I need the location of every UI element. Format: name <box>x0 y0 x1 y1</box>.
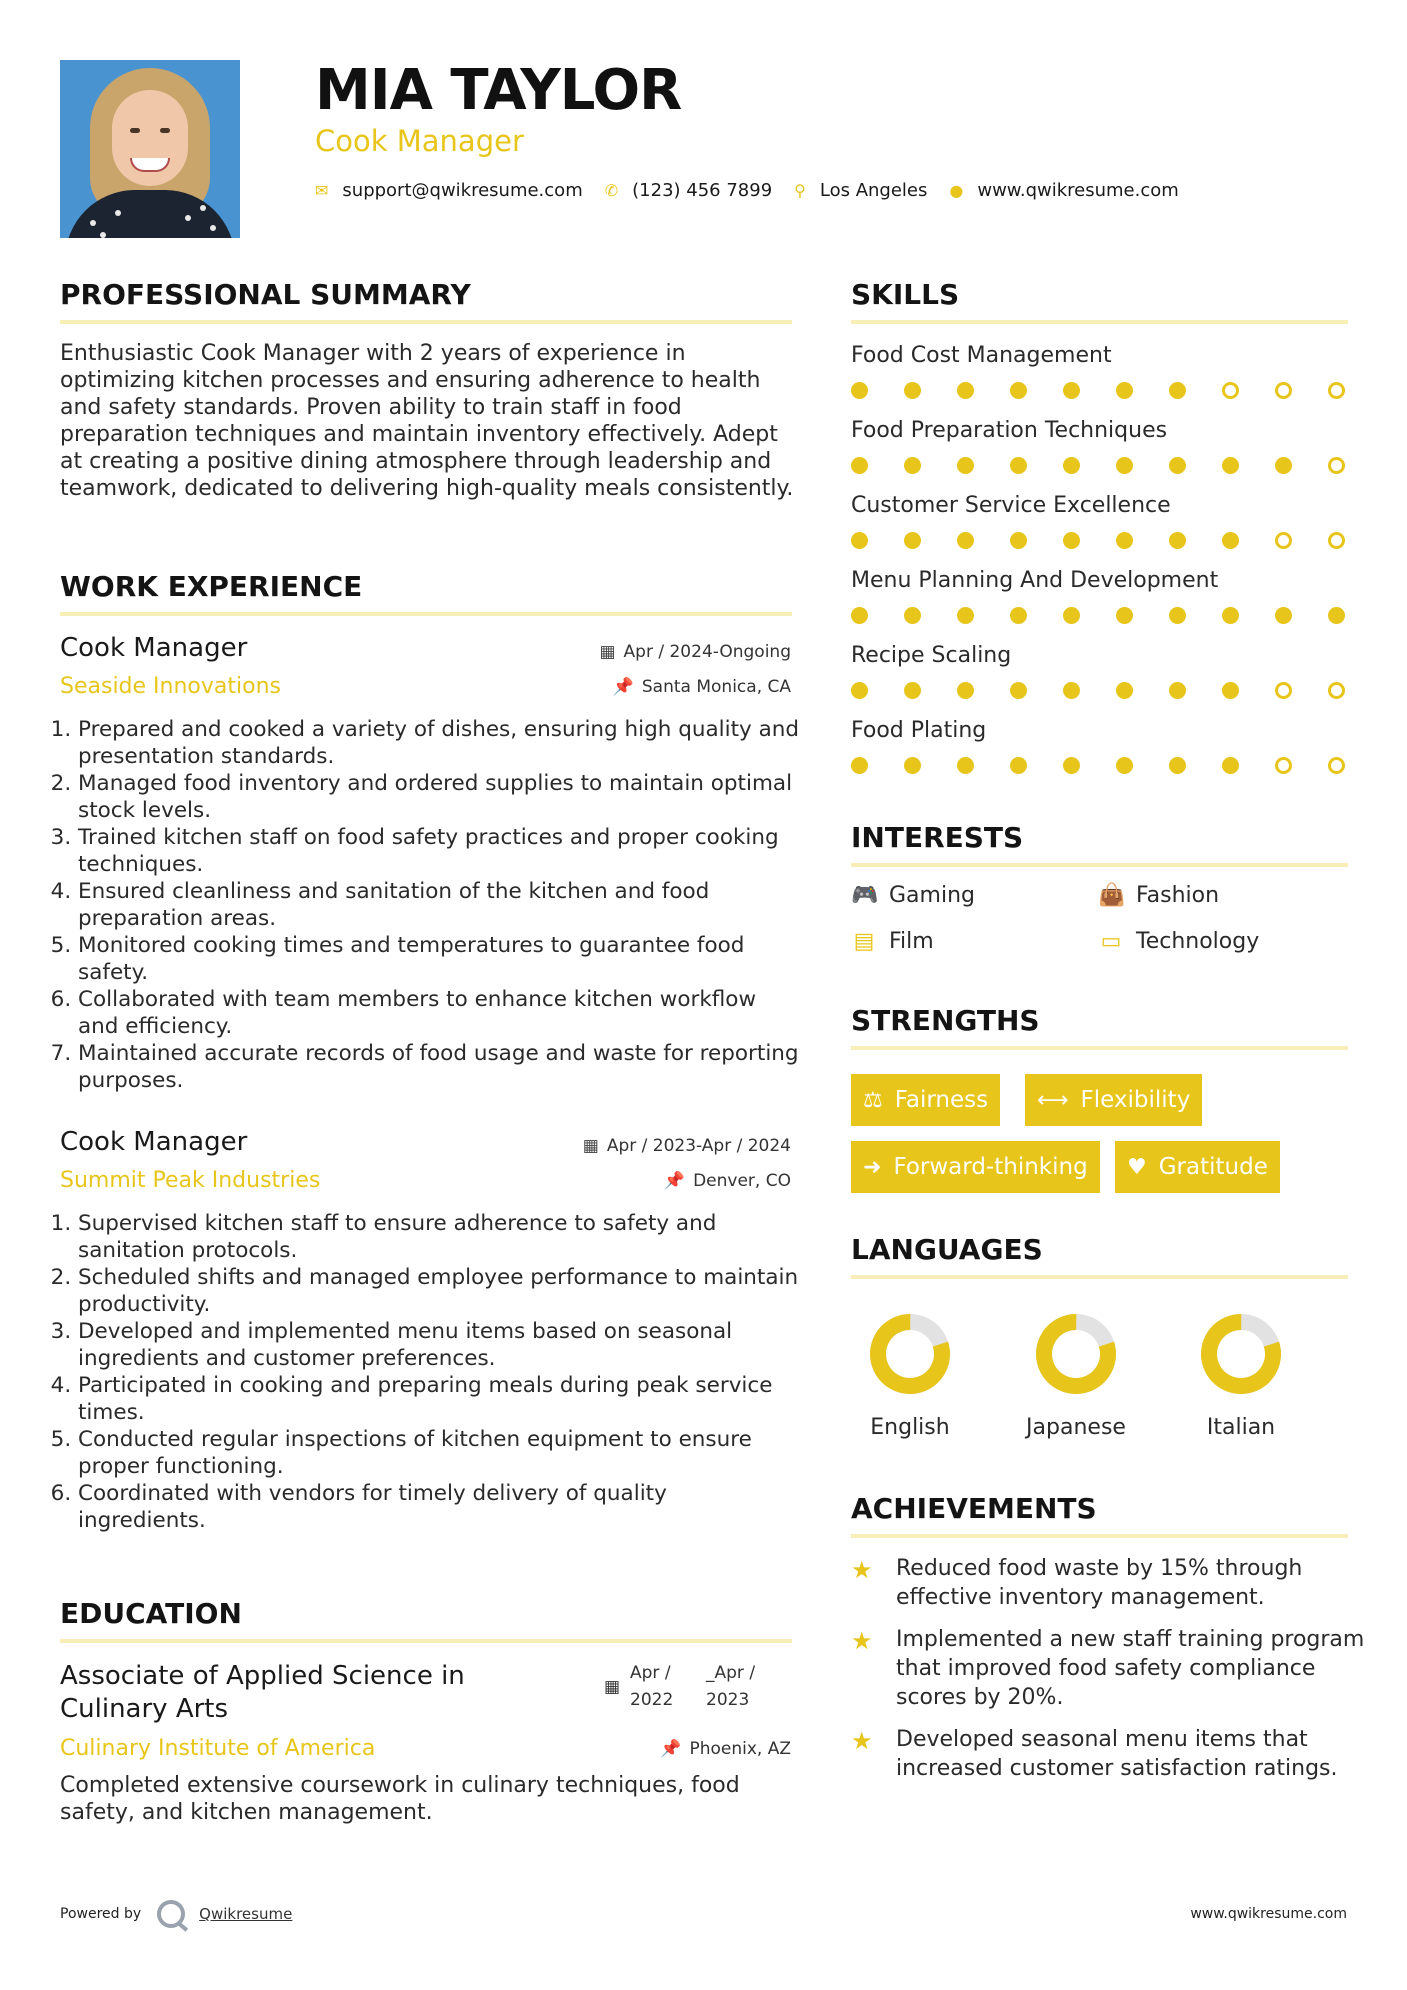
skill-name: Menu Planning And Development <box>851 568 1219 593</box>
heart-icon: ♥ <box>1127 1154 1147 1180</box>
section-divider <box>851 1534 1348 1538</box>
job-company: Seaside Innovations <box>60 674 281 699</box>
job-bullet: 5. Monitored cooking times and temperatures to guarantee food safety. <box>78 932 800 986</box>
skill-rating-dot <box>1116 757 1133 774</box>
section-divider <box>60 1639 792 1643</box>
star-icon: ★ <box>851 1727 873 1755</box>
arrows-horizontal-icon: ⟷ <box>1037 1087 1069 1113</box>
skill-rating-dot <box>1010 457 1027 474</box>
skill-rating-dot <box>1063 682 1080 699</box>
skill-rating <box>851 757 1345 774</box>
job-bullet: 1. Supervised kitchen staff to ensure adherence to safety and sanitation protocols. <box>78 1210 800 1264</box>
envelope-icon: ✉ <box>315 181 329 200</box>
profile-photo <box>60 60 240 238</box>
skill-rating-dot <box>1010 682 1027 699</box>
skill-rating-dot <box>1063 757 1080 774</box>
job-bullets <box>60 716 800 1094</box>
shopping-bag-icon: 👜 <box>1098 883 1126 908</box>
job-bullets <box>60 1210 800 1534</box>
star-icon: ★ <box>851 1627 873 1655</box>
skill-rating-dot <box>904 757 921 774</box>
skill-rating-dot <box>957 457 974 474</box>
skill-rating-dot <box>1116 682 1133 699</box>
phone-icon: ✆ <box>604 181 619 200</box>
skill-rating-dot <box>1275 532 1292 549</box>
job-company: Summit Peak Industries <box>60 1168 321 1193</box>
skill-rating <box>851 607 1345 624</box>
skill-rating-dot <box>1275 682 1292 699</box>
edu-location: 📌 Phoenix, AZ <box>660 1739 791 1759</box>
calendar-icon: ▦ <box>582 1136 599 1156</box>
contact-location: ⚲ Los Angeles <box>794 180 928 201</box>
skill-name: Food Cost Management <box>851 343 1112 368</box>
contact-bar <box>315 180 1201 201</box>
skill-rating-dot <box>1222 757 1239 774</box>
skill-rating-dot <box>851 457 868 474</box>
skill-rating-dot <box>1222 532 1239 549</box>
skill-rating <box>851 532 1345 549</box>
skill-rating-dot <box>1116 607 1133 624</box>
skill-rating-dot <box>1010 382 1027 399</box>
calendar-icon: ▦ <box>604 1677 621 1697</box>
skill-rating-dot <box>1222 607 1239 624</box>
skill-rating-dot <box>1063 457 1080 474</box>
skill-rating-dot <box>1328 607 1345 624</box>
edu-end-date: _Apr / 2023 <box>706 1663 756 1710</box>
achievement-item: ★ Implemented a new staff training program that improved food safety compliance scores by 20%. <box>851 1627 1365 1710</box>
skill-rating-dot <box>1010 532 1027 549</box>
skill-rating-dot <box>1063 607 1080 624</box>
contact-email[interactable]: ✉ support@qwikresume.com <box>315 180 583 201</box>
skill-rating-dot <box>1010 757 1027 774</box>
skill-rating-dot <box>1328 382 1345 399</box>
language-name: English <box>870 1415 950 1440</box>
star-icon: ★ <box>851 1556 873 1584</box>
language-name: Japanese <box>1026 1415 1126 1440</box>
globe-icon: ● <box>949 181 964 200</box>
interest-item-gaming: 🎮 Gaming <box>851 883 975 908</box>
achievement-item: ★ Reduced food waste by 15% through effective inventory management. <box>851 1556 1303 1610</box>
skill-rating <box>851 382 1345 399</box>
section-divider <box>851 1046 1348 1050</box>
strength-chip-flexibility: ⟷ Flexibility <box>1025 1074 1202 1126</box>
skill-rating-dot <box>851 757 868 774</box>
skill-rating-dot <box>1010 607 1027 624</box>
skill-rating-dot <box>1169 457 1186 474</box>
skill-rating-dot <box>1116 382 1133 399</box>
skill-rating-dot <box>1116 457 1133 474</box>
skill-rating-dot <box>957 607 974 624</box>
experience-heading: WORK EXPERIENCE <box>60 570 363 603</box>
skill-name: Recipe Scaling <box>851 643 1012 668</box>
pin-icon: 📌 <box>612 677 634 697</box>
job-bullet: 3. Developed and implemented menu items based on seasonal ingredients and customer preferences. <box>78 1318 800 1372</box>
skill-rating <box>851 682 1345 699</box>
skill-rating-dot <box>1275 382 1292 399</box>
job-bullet: 3. Trained kitchen staff on food safety practices and proper cooking techniques. <box>78 824 800 878</box>
pin-icon: 📌 <box>660 1739 682 1759</box>
job-title: Cook Manager <box>60 1127 248 1157</box>
skill-rating-dot <box>1328 457 1345 474</box>
balance-scale-icon: ⚖ <box>863 1087 883 1113</box>
contact-phone[interactable]: ✆ (123) 456 7899 <box>604 180 773 201</box>
film-icon: ▤ <box>853 929 875 954</box>
skill-rating-dot <box>957 382 974 399</box>
skill-rating-dot <box>957 532 974 549</box>
education-description: Completed extensive coursework in culinary techniques, food safety, and kitchen management. <box>60 1773 740 1825</box>
skill-rating-dot <box>1116 532 1133 549</box>
section-divider <box>60 320 792 324</box>
achievement-item: ★ Developed seasonal menu items that increased customer satisfaction ratings. <box>851 1727 1338 1781</box>
skill-rating-dot <box>1063 382 1080 399</box>
section-divider <box>60 612 792 616</box>
interest-item-fashion: 👜 Fashion <box>1098 883 1220 908</box>
skill-name: Food Preparation Techniques <box>851 418 1168 443</box>
skill-rating-dot <box>851 607 868 624</box>
job-bullet: 1. Prepared and cooked a variety of dishes, ensuring high quality and presentation standards. <box>78 716 800 770</box>
skill-rating-dot <box>1328 532 1345 549</box>
school-name: Culinary Institute of America <box>60 1736 376 1761</box>
section-divider <box>851 1275 1348 1279</box>
interests-heading: INTERESTS <box>851 821 1024 854</box>
job-bullet: 4. Ensured cleanliness and sanitation of the kitchen and food preparation areas. <box>78 878 800 932</box>
skill-rating-dot <box>904 532 921 549</box>
skill-rating-dot <box>1063 532 1080 549</box>
skill-rating-dot <box>904 607 921 624</box>
arrow-right-icon: ➜ <box>863 1154 882 1180</box>
summary-heading: PROFESSIONAL SUMMARY <box>60 278 471 311</box>
skill-rating-dot <box>1275 607 1292 624</box>
achievements-heading: ACHIEVEMENTS <box>851 1492 1097 1525</box>
skill-rating-dot <box>1169 532 1186 549</box>
skill-rating-dot <box>1222 382 1239 399</box>
section-divider <box>851 863 1348 867</box>
candidate-name: MIA TAYLOR <box>315 58 682 123</box>
skill-rating-dot <box>957 682 974 699</box>
gamepad-icon: 🎮 <box>851 883 879 908</box>
job-bullet: 2. Managed food inventory and ordered supplies to maintain optimal stock levels. <box>78 770 800 824</box>
skill-name: Customer Service Excellence <box>851 493 1171 518</box>
section-divider <box>851 320 1348 324</box>
languages-heading: LANGUAGES <box>851 1233 1043 1266</box>
job-date: ▦ Apr / 2024-Ongoing <box>599 642 791 662</box>
footer-website[interactable]: www.qwikresume.com <box>1190 1906 1347 1922</box>
candidate-title: Cook Manager <box>315 124 524 158</box>
strength-chip-gratitude: ♥ Gratitude <box>1115 1141 1280 1193</box>
interest-item-technology: ▭ Technology <box>1098 929 1259 954</box>
skill-rating-dot <box>1275 757 1292 774</box>
pin-icon: 📌 <box>663 1171 686 1191</box>
job-bullet: 4. Participated in cooking and preparing meals during peak service times. <box>78 1372 800 1426</box>
skill-rating-dot <box>851 382 868 399</box>
footer-brand-link[interactable]: Qwikresume <box>199 1905 293 1923</box>
laptop-icon: ▭ <box>1100 929 1122 954</box>
skill-rating-dot <box>851 682 868 699</box>
skill-rating <box>851 457 1345 474</box>
skills-heading: SKILLS <box>851 278 960 311</box>
language-level-ring <box>866 1310 954 1398</box>
strength-chip-fairness: ⚖ Fairness <box>851 1074 1000 1126</box>
skill-rating-dot <box>1328 682 1345 699</box>
job-bullet: 5. Conducted regular inspections of kitchen equipment to ensure proper functioning. <box>78 1426 800 1480</box>
job-bullet: 2. Scheduled shifts and managed employee performance to maintain productivity. <box>78 1264 800 1318</box>
job-bullet: 7. Maintained accurate records of food usage and waste for reporting purposes. <box>78 1040 800 1094</box>
contact-website[interactable]: ● www.qwikresume.com <box>949 180 1179 201</box>
skill-rating-dot <box>1169 607 1186 624</box>
job-bullet: 6. Coordinated with vendors for timely delivery of quality ingredients. <box>78 1480 800 1534</box>
skill-rating-dot <box>1222 682 1239 699</box>
skill-rating-dot <box>1169 682 1186 699</box>
skill-name: Food Plating <box>851 718 987 743</box>
education-heading: EDUCATION <box>60 1597 242 1630</box>
summary-text: Enthusiastic Cook Manager with 2 years of experience in optimizing kitchen processes and ensuring adherence to health and safety standards. Proven ability to train staff in food preparation techniques and maintain inventory effectively. Adept at creating a positive dining atmosphere through leadership and teamwork, dedicated to delivering high-quality meals consistently. <box>60 341 794 501</box>
calendar-icon: ▦ <box>599 642 616 662</box>
skill-rating-dot <box>851 532 868 549</box>
footer-powered-by: Powered by Qwikresume <box>60 1900 292 1928</box>
skill-rating-dot <box>1275 457 1292 474</box>
skill-rating-dot <box>957 757 974 774</box>
skill-rating-dot <box>1222 457 1239 474</box>
skill-rating-dot <box>904 457 921 474</box>
job-bullet: 6. Collaborated with team members to enhance kitchen workflow and efficiency. <box>78 986 800 1040</box>
degree-title: Associate of Applied Science in Culinary Arts <box>60 1661 465 1724</box>
language-level-ring <box>1032 1310 1120 1398</box>
edu-start-date: Apr / 2022 <box>630 1663 674 1710</box>
job-date: ▦ Apr / 2023-Apr / 2024 <box>582 1136 791 1156</box>
skill-rating-dot <box>1169 382 1186 399</box>
job-location: 📌 Denver, CO <box>663 1171 791 1191</box>
skill-rating-dot <box>1169 757 1186 774</box>
skill-rating-dot <box>904 382 921 399</box>
strength-chip-forward-thinking: ➜ Forward-thinking <box>851 1141 1100 1193</box>
strengths-heading: STRENGTHS <box>851 1004 1040 1037</box>
language-level-ring <box>1197 1310 1285 1398</box>
job-title: Cook Manager <box>60 633 248 663</box>
job-location: 📌 Santa Monica, CA <box>612 677 791 697</box>
skill-rating-dot <box>904 682 921 699</box>
interest-item-film: ▤ Film <box>851 929 934 954</box>
language-name: Italian <box>1206 1415 1276 1440</box>
skill-rating-dot <box>1328 757 1345 774</box>
map-pin-icon: ⚲ <box>794 181 806 200</box>
qwikresume-logo-icon <box>157 1900 185 1928</box>
